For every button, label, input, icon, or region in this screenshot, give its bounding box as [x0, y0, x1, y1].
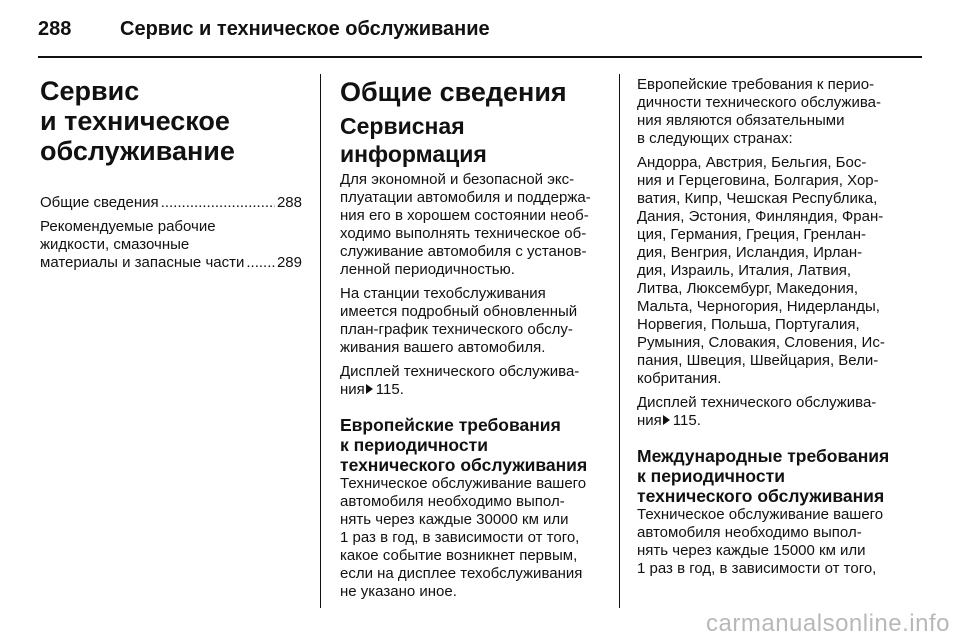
toc-entry-page: 288: [276, 194, 302, 211]
column-divider-1: [320, 74, 321, 608]
xref-text: Дисплей технического обслужива‑ ния: [340, 363, 580, 398]
paragraph: Европейские требования к перио‑ дичности технического обслужива‑ ния являются обязательными в следующих странах:: [637, 76, 881, 147]
toc-entry-page: 289: [276, 254, 302, 271]
xref-text: Дисплей технического обслужива‑ ния: [637, 394, 877, 429]
toc-leader-dots: [246, 254, 275, 272]
toc-entry-fluids[interactable]: [40, 218, 302, 272]
page-ref-arrow-icon: [663, 415, 670, 425]
content-column-3: [637, 76, 909, 584]
toc-entry-title: Общие сведения: [40, 194, 159, 211]
watermark: carmanualsonline.info: [706, 610, 950, 637]
toc-entry-general[interactable]: [40, 194, 302, 212]
toc-entry-title: Рекомендуемые рабочие жидкости, смазочные материалы и запасные части: [40, 218, 245, 271]
country-list: Андорра, Австрия, Бельгия, Бос‑ ния и Герцеговина, Болгария, Хор‑ ватия, Кипр, Чешская Республика, Дания, Эстония, Финляндия, Фран‑ ция, Германия, Греция, Гренлан‑ дия, Венгрия, Исландия, Ирлан‑ дия, Израиль, Италия, Латвия, Литва, Люксембург, Македония, Мальта, Черногория, Нидерланды, Норвегия, Польша, Португалия, Румыния, Словакия, Словения, Ис‑ пания, Швеция, Швейцария, Вели‑ кобритания.: [637, 154, 885, 387]
header-rule: [38, 56, 922, 58]
column-divider-2: [619, 74, 620, 608]
subsection-heading-service-info: Сервисная информация: [340, 113, 487, 167]
paragraph: Техническое обслуживание вашего автомобиля необходимо выпол‑ нять через каждые 15000 км или 1 раз в год, в зависимости от того,: [637, 506, 884, 577]
chapter-column: [40, 76, 302, 278]
subsection-heading-international: Международные требования к периодичности технического обслуживания: [637, 446, 890, 506]
page-ref-arrow-icon: [366, 384, 373, 394]
content-column-2: [340, 76, 612, 607]
chapter-title: Сервис и техническое обслуживание: [40, 76, 235, 166]
running-header-title: Сервис и техническое обслуживание: [120, 18, 490, 40]
page-header: [38, 14, 922, 54]
cross-reference[interactable]: [340, 363, 612, 399]
cross-reference[interactable]: [637, 394, 909, 430]
paragraph: На станции техобслуживания имеется подробный обновленный план‑график технического обслу‑ живания вашего автомобиля.: [340, 285, 578, 356]
subsection-heading-europe: Европейские требования к периодичности технического обслуживания: [340, 415, 588, 475]
section-heading-general: Общие сведения: [340, 77, 567, 107]
paragraph: Для экономной и безопасной экс‑ плуатации автомобиля и поддержа‑ ния его в хорошем состоянии необ‑ ходимо выполнять техническое об‑ служивание автомобиля с установ‑ ленной периодичностью.: [340, 171, 591, 278]
toc-leader-dots: [161, 194, 275, 212]
page-number: 288: [38, 18, 72, 40]
xref-page: 115.: [672, 412, 701, 429]
paragraph: Техническое обслуживание вашего автомобиля необходимо выпол‑ нять через каждые 30000 км или 1 раз в год, в зависимости от того, какое событие возникнет первым, если на дисплее техобслуживания не указано иное.: [340, 475, 587, 600]
xref-page: 115.: [375, 381, 404, 398]
